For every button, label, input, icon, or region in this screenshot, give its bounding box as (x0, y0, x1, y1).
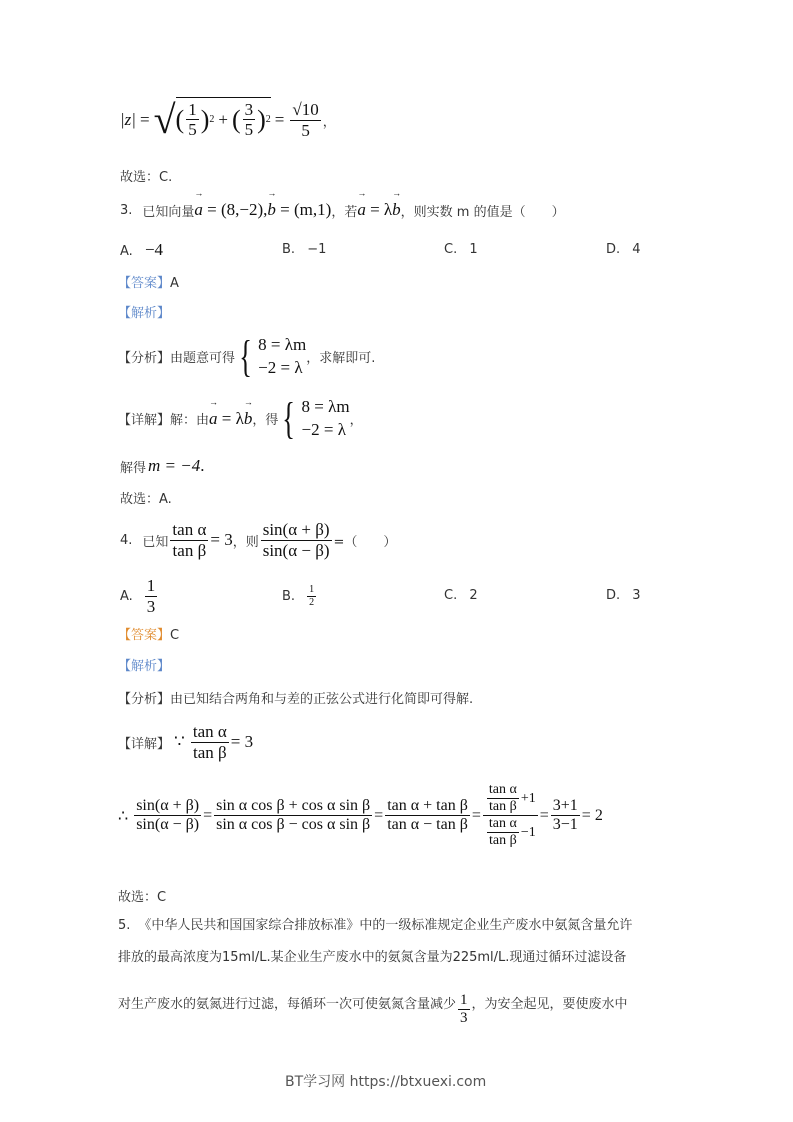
q4-option-d[interactable]: D. 3 (606, 588, 641, 603)
sqrt-icon: √ (153, 97, 176, 143)
q5-line3: 对生产废水的氨氮进行过滤，每循环一次可使氨氮含量减少 $\frac{1}{3}$ ，为安全起见，要使废水中 (118, 992, 628, 1027)
q4-answer: 【答案】C (118, 628, 180, 643)
q3-result: 解得 m = −4 . (120, 456, 205, 476)
q4-fenxi: 【分析】由已知结合两角和与差的正弦公式进行化简即可得解. (118, 692, 474, 707)
q4-xiangjie: 【详解】 ∵ $\frac{\text{tan α}}{\text{tan β}}$ = 3 (118, 722, 254, 762)
brace-icon: { (282, 393, 296, 443)
q3-option-d[interactable]: D. 4 (606, 242, 641, 257)
q4-derivation: ∴ $\frac{\sin(\alpha + \beta)}{\sin(\alpha - \beta)}$ = $\frac{\text{sin α cos β + cos α sin β}}{\text{sin α cos β − cos α sin β}}$ = $\frac{\text{tan α + tan β}}{\text{tan α − tan β}}$ = $\frac{\text{tan α}}{\text{tan β}}$ +1 $\frac{\text{tan α}}{\text{tan β}}$ −1 = $\frac{3+1}{3-1}$ = 2 (118, 782, 603, 849)
q4-analysis-tag: 【解析】 (118, 659, 171, 674)
modulus-formula: |z| = √ ( $\frac{1}{5}$ ) 2 + ( $\frac{3}{5}$ ) 2 = $\frac{√10}{5}$ ， (120, 97, 336, 143)
brace-icon: { (239, 331, 252, 381)
answer-tag: 【答案】 (118, 276, 171, 291)
q4-choose: 故选：C (118, 890, 167, 905)
modulus-lhs: |z| (120, 110, 136, 130)
q3-analysis-tag: 【解析】 (118, 306, 171, 321)
footer-watermark: BT学习网 https://btxuexi.com (285, 1074, 487, 1090)
q3-option-b[interactable]: B. −1 (282, 242, 327, 257)
answer-tag: 【答案】 (118, 628, 171, 643)
q3-choose: 故选：A. (120, 492, 172, 507)
q5-line2: 排放的最高浓度为15ml/L.某企业生产废水中的氨氮含量为225ml/L.现通过循环过滤设备 (118, 950, 627, 965)
q4-option-a[interactable]: A. $\frac{1}{3}$ (120, 576, 156, 616)
q2-choose: 故选：C. (120, 170, 173, 185)
sqrt-body: ( $\frac{1}{5}$ ) 2 + ( $\frac{3}{5}$ ) 2 (176, 97, 271, 140)
q3-option-c[interactable]: C. 1 (444, 242, 478, 257)
q3-xiangjie: 【详解】 解：由 → a = λ→ b ，得 { 8 = λm −2 = λ ， (118, 396, 363, 442)
q4-option-c[interactable]: C. 2 (444, 588, 478, 603)
result-fraction: $\frac{√10}{5}$ (292, 100, 319, 140)
q3-option-a[interactable]: A. −4 (120, 240, 164, 259)
q3-stem: 3. 已知向量 → a = (8,−2),→ b = (m,1) ，若 → a = λ→ b ，则实数 m 的值是（ ） (120, 200, 565, 220)
q4-stem: 4. 已知 $\frac{\text{tan α}}{\text{tan β}}$ = 3 ，则 $\frac{\sin(\alpha + \beta)}{\sin(\alpha - \beta)}$ =（ ） (120, 520, 397, 560)
q3-answer: 【答案】A (118, 276, 179, 291)
q4-option-b[interactable]: B. $\frac{1}{2}$ (282, 584, 315, 608)
q5-line1: 5. 《中华人民共和国国家综合排放标准》中的一级标准规定企业生产废水中氨氮含量允许 (118, 918, 633, 933)
q3-fenxi: 【分析】 由题意可得 { 8 = λm −2 = λ ，求解即可. (118, 331, 376, 381)
